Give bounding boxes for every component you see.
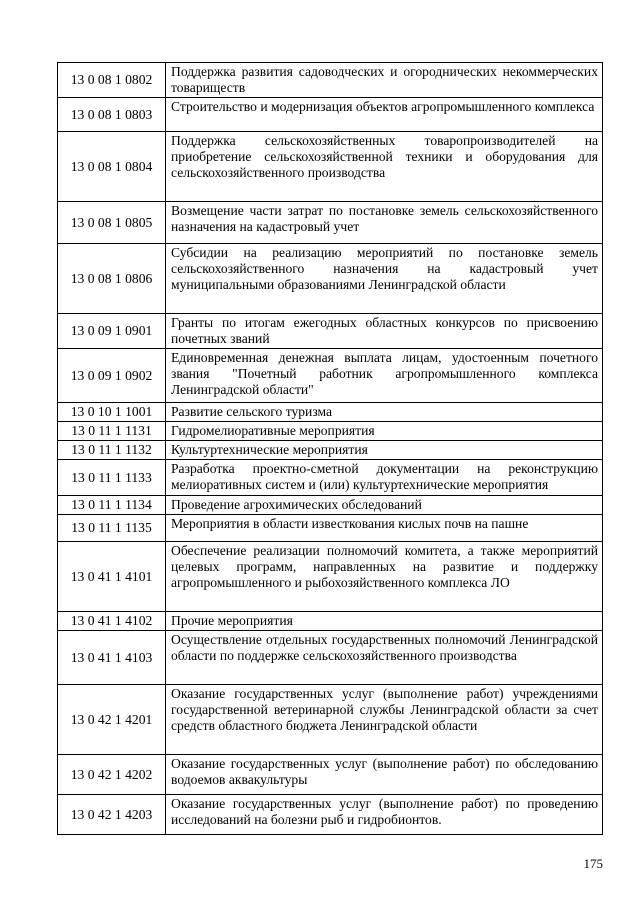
table-row <box>58 755 603 795</box>
page-number: 175 <box>583 856 603 871</box>
budget-code-cell: 13 0 42 1 4203 <box>58 795 166 835</box>
table-row <box>58 612 603 631</box>
budget-code-cell: 13 0 11 1 1131 <box>58 422 166 441</box>
budget-code-cell: 13 0 11 1 1134 <box>58 496 166 515</box>
budget-code-cell: 13 0 08 1 0806 <box>58 244 166 314</box>
description-cell: Строительство и модернизация объектов агропромышленного комплекса <box>166 98 603 132</box>
budget-code-cell: 13 0 08 1 0802 <box>58 63 166 98</box>
description-cell: Оказание государственных услуг (выполнение работ) учреждениями государственной ветеринарной службы Ленинградской области за счет средств областного бюджета Ленинградской области <box>166 685 603 755</box>
description-cell: Гранты по итогам ежегодных областных конкурсов по присвоению почетных званий <box>166 314 603 349</box>
budget-code-cell: 13 0 08 1 0803 <box>58 98 166 132</box>
description-cell: Поддержка развития садоводческих и огороднических некоммерческих товариществ <box>166 63 603 98</box>
budget-code-cell: 13 0 09 1 0901 <box>58 314 166 349</box>
table-row <box>58 496 603 515</box>
budget-code-cell: 13 0 09 1 0902 <box>58 349 166 403</box>
table-row <box>58 422 603 441</box>
budget-code-cell: 13 0 11 1 1132 <box>58 441 166 460</box>
table-row <box>58 63 603 98</box>
description-cell: Развитие сельского туризма <box>166 403 603 422</box>
table-row <box>58 244 603 314</box>
description-cell: Гидромелиоративные мероприятия <box>166 422 603 441</box>
description-cell: Культуртехнические мероприятия <box>166 441 603 460</box>
description-cell: Разработка проектно-сметной документации на реконструкцию мелиоративных систем и (или) культуртехнические мероприятия <box>166 460 603 496</box>
description-cell: Проведение агрохимических обследований <box>166 496 603 515</box>
description-cell: Мероприятия в области известкования кислых почв на пашне <box>166 515 603 542</box>
budget-code-cell: 13 0 08 1 0804 <box>58 132 166 202</box>
description-cell: Оказание государственных услуг (выполнение работ) по обследованию водоемов аквакультуры <box>166 755 603 795</box>
budget-code-cell: 13 0 42 1 4201 <box>58 685 166 755</box>
table-body <box>58 63 603 835</box>
description-cell: Оказание государственных услуг (выполнение работ) по проведению исследований на болезни рыб и гидробионтов. <box>166 795 603 835</box>
budget-code-cell: 13 0 11 1 1135 <box>58 515 166 542</box>
budget-code-cell: 13 0 41 1 4101 <box>58 542 166 612</box>
table-row <box>58 403 603 422</box>
description-cell: Обеспечение реализации полномочий комитета, а также мероприятий целевых программ, направленных на развитие и поддержку агропромышленного и рыбохозяйственного комплекса ЛО <box>166 542 603 612</box>
budget-code-cell: 13 0 41 1 4102 <box>58 612 166 631</box>
table-row <box>58 98 603 132</box>
table-row <box>58 542 603 612</box>
table-row <box>58 314 603 349</box>
table-row <box>58 685 603 755</box>
description-cell: Субсидии на реализацию мероприятий по постановке земель сельскохозяйственного назначения на кадастровый учет муниципальными образованиями Ленинградской области <box>166 244 603 314</box>
budget-code-cell: 13 0 10 1 1001 <box>58 403 166 422</box>
budget-code-table <box>57 62 603 835</box>
budget-code-cell: 13 0 08 1 0805 <box>58 202 166 244</box>
table-row <box>58 202 603 244</box>
description-cell: Поддержка сельскохозяйственных товаропроизводителей на приобретение сельскохозяйственной техники и оборудования для сельскохозяйственного производства <box>166 132 603 202</box>
description-cell: Осуществление отдельных государственных полномочий Ленинградской области по поддержке сельскохозяйственного производства <box>166 631 603 685</box>
table-row <box>58 349 603 403</box>
description-cell: Прочие мероприятия <box>166 612 603 631</box>
table-row <box>58 460 603 496</box>
description-cell: Единовременная денежная выплата лицам, удостоенным почетного звания "Почетный работник агропромышленного комплекса Ленинградской области" <box>166 349 603 403</box>
description-cell: Возмещение части затрат по постановке земель сельскохозяйственного назначения на кадастровый учет <box>166 202 603 244</box>
table-row <box>58 132 603 202</box>
budget-code-cell: 13 0 42 1 4202 <box>58 755 166 795</box>
table-row <box>58 441 603 460</box>
table-row <box>58 515 603 542</box>
table-row <box>58 631 603 685</box>
budget-code-cell: 13 0 11 1 1133 <box>58 460 166 496</box>
budget-code-cell: 13 0 41 1 4103 <box>58 631 166 685</box>
table-row <box>58 795 603 835</box>
